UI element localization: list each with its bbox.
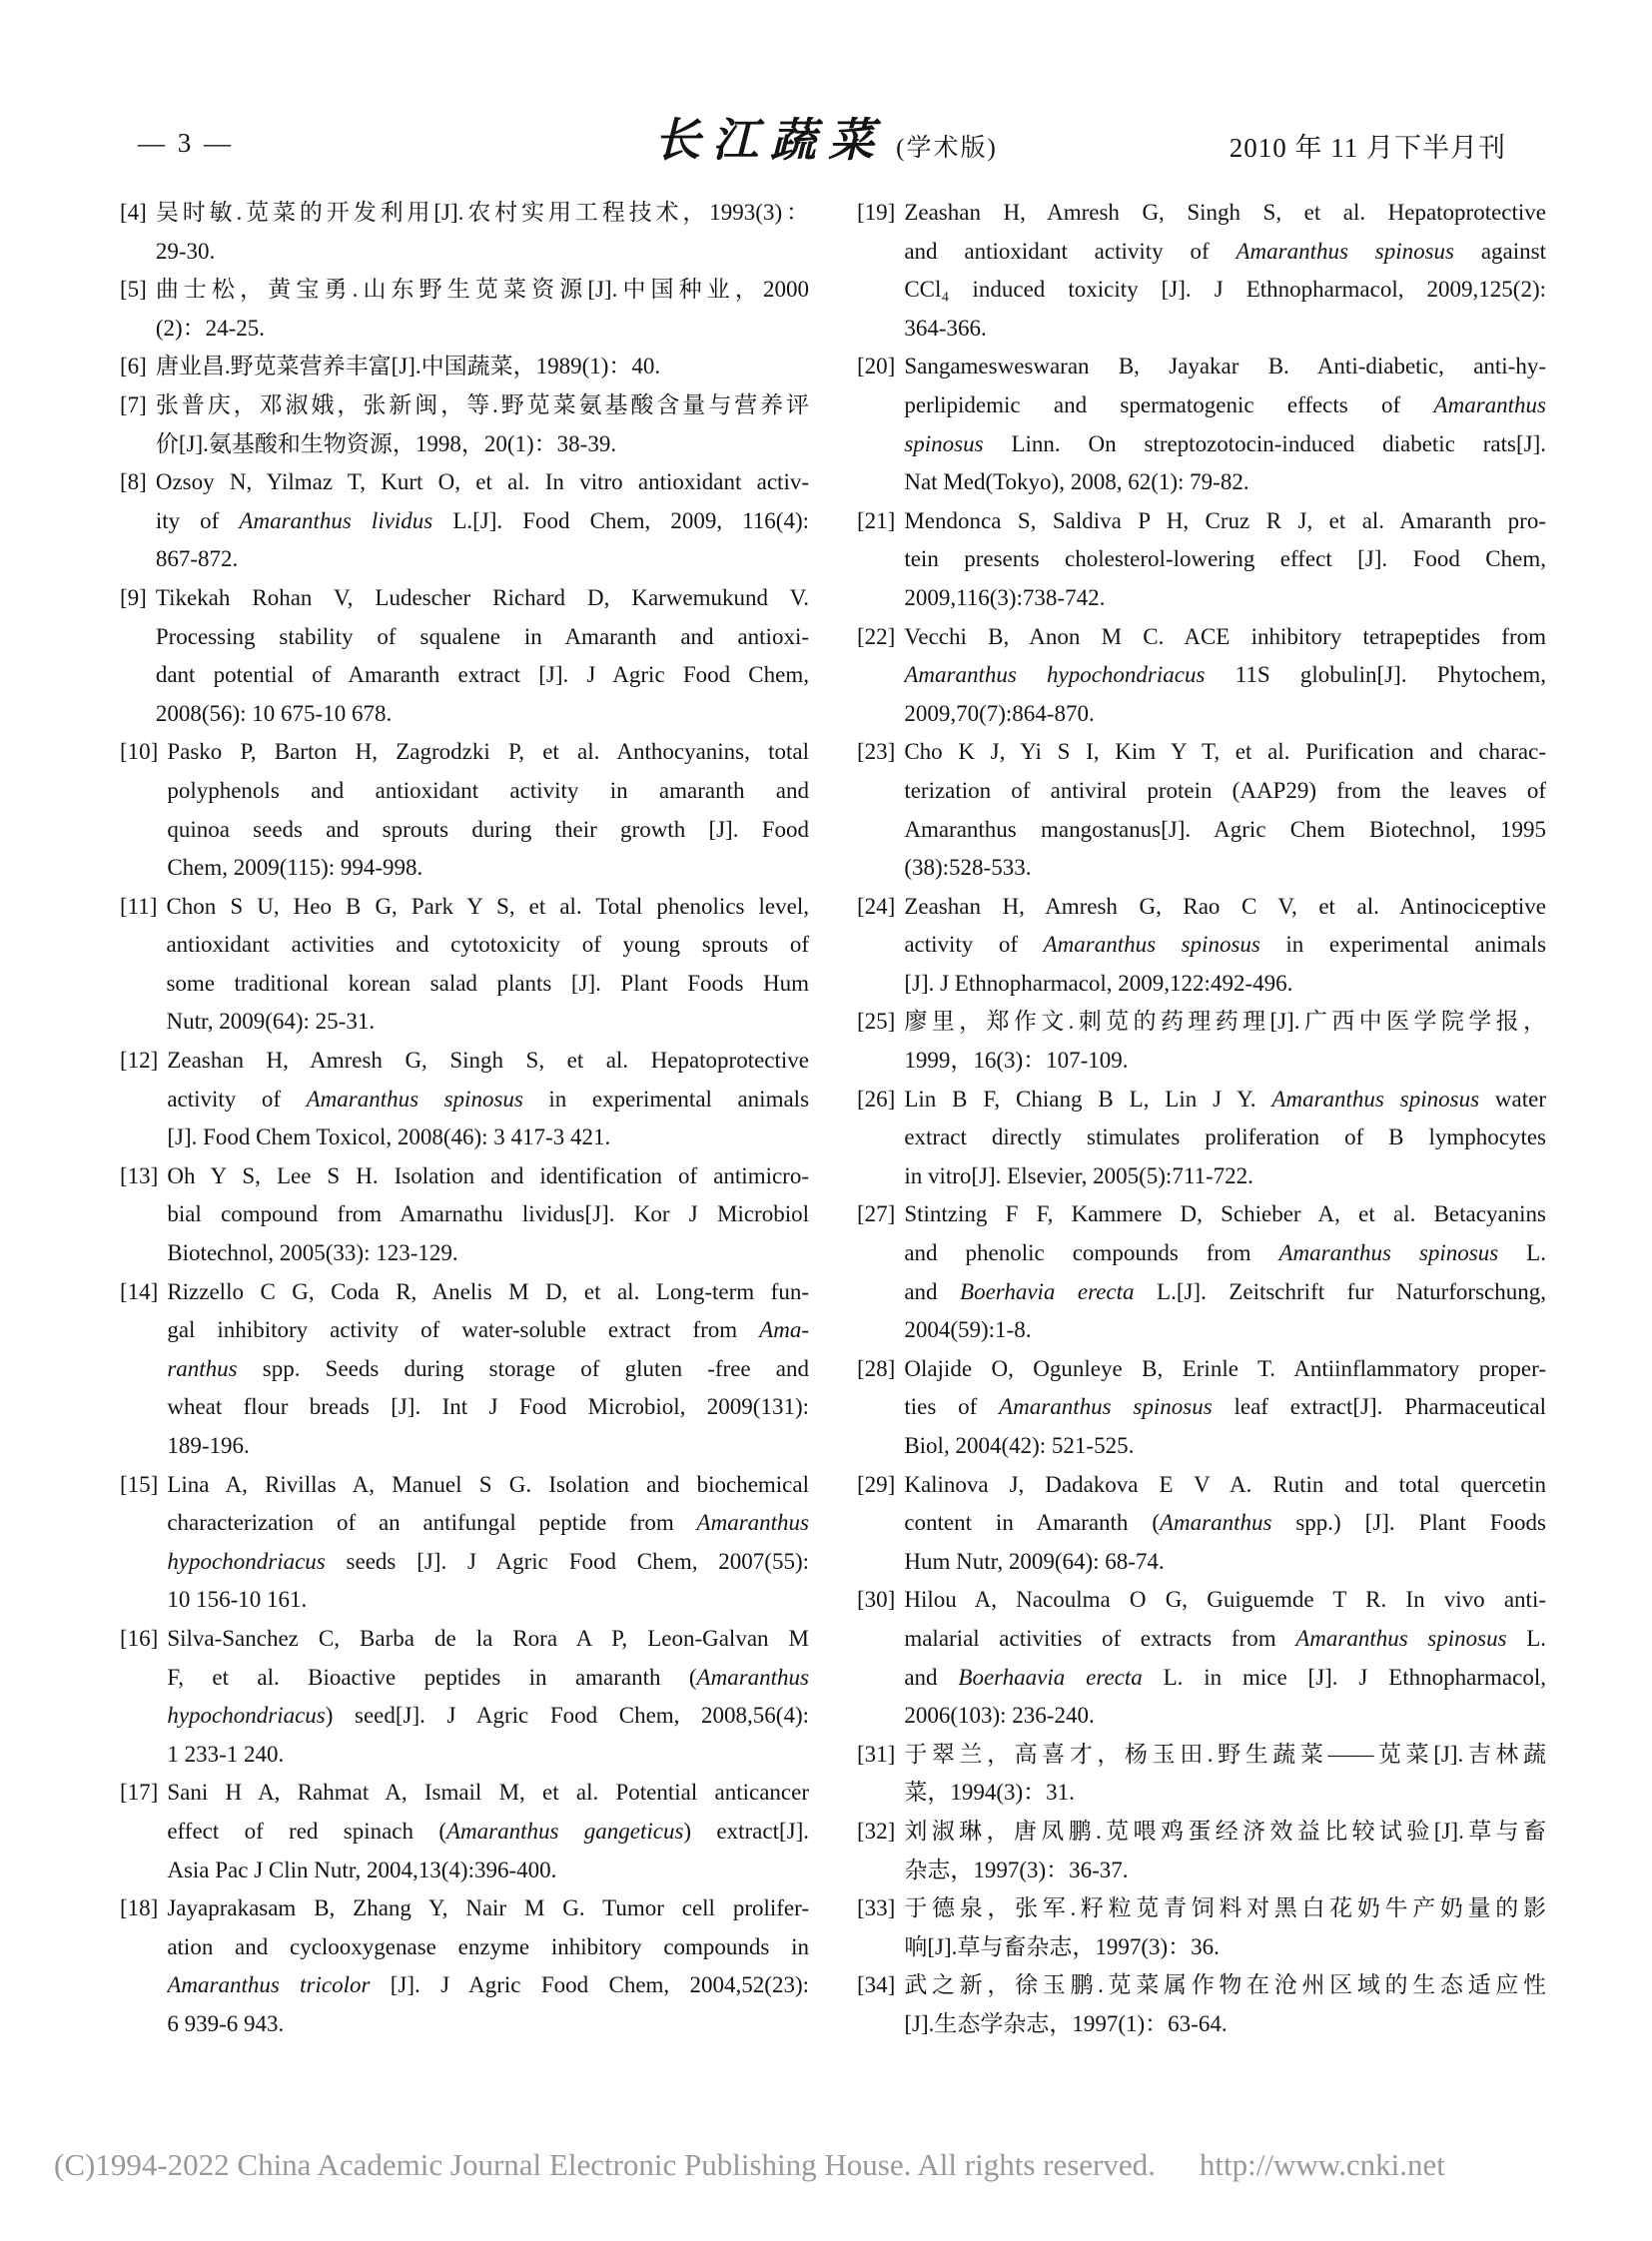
reference-item xyxy=(857,1350,1546,1466)
reference-line: 189-196. xyxy=(167,1433,250,1458)
reference-line: malarial activities of extracts from Amaranthus spinosus L. xyxy=(904,1625,1546,1651)
reference-text xyxy=(167,1774,809,1889)
reference-line: Cho K J, Yi S I, Kim Y T, et al. Purification and charac- xyxy=(904,739,1546,765)
reference-text xyxy=(904,1003,1546,1080)
reference-line: 响[J].草与畜杂志，1997(3)：36. xyxy=(904,1933,1220,1959)
species-name-italic: Amaranthus xyxy=(696,1510,809,1536)
reference-item xyxy=(857,1003,1546,1080)
species-name-italic: Amaranthus gangeticus xyxy=(445,1818,684,1844)
reference-text xyxy=(156,579,809,733)
reference-label: [29] xyxy=(857,1471,896,1497)
reference-line: Processing stability of squalene in Amaranth and antioxi- xyxy=(155,623,809,649)
reference-label: [13] xyxy=(120,1162,159,1188)
reference-line: and antioxidant activity of Amaranthus spinosus against xyxy=(904,238,1546,264)
species-name-italic: Amaranthus tricolor xyxy=(167,1972,371,1998)
reference-line: Olajide O, Ogunleye B, Erinle T. Antiinflammatory proper- xyxy=(904,1355,1546,1381)
reference-item xyxy=(120,194,809,271)
species-name-italic: Amaranthus spinosus xyxy=(1043,932,1260,958)
reference-line: 10 156-10 161. xyxy=(167,1587,308,1613)
reference-line: 2008(56): 10 675-10 678. xyxy=(155,700,393,726)
reference-line: 2004(59):1-8. xyxy=(904,1317,1032,1343)
reference-line: (2)：24-25. xyxy=(155,315,266,341)
reference-line: Chon S U, Heo B G, Park Y S, et al. Total phenolics level, xyxy=(166,893,809,919)
reference-line: 2006(103): 236-240. xyxy=(904,1703,1095,1729)
ref-column-right xyxy=(857,194,1546,2044)
reference-line: Zeashan H, Amresh G, Singh S, et al. Hepatoprotective xyxy=(904,200,1546,225)
reference-line: and Boerhavia erecta L.[J]. Zeitschrift fur Naturforschung, xyxy=(904,1278,1546,1304)
reference-text xyxy=(904,1466,1546,1582)
reference-line: Vecchi B, Anon M C. ACE inhibitory tetrapeptides from xyxy=(904,623,1546,649)
reference-text xyxy=(904,733,1546,887)
reference-label: [19] xyxy=(857,200,896,225)
reference-text xyxy=(156,271,809,348)
reference-line: Biotechnol, 2005(33): 123-129. xyxy=(167,1240,458,1266)
reference-item xyxy=(857,733,1546,887)
reference-item xyxy=(120,579,809,733)
reference-item xyxy=(857,194,1546,348)
reference-line: ation and cyclooxygenase enzyme inhibitory compounds in xyxy=(167,1933,809,1959)
reference-line: Biol, 2004(42): 521-525. xyxy=(904,1433,1135,1458)
reference-item xyxy=(120,348,809,386)
reference-item xyxy=(857,1813,1546,1889)
reference-line: Mendonca S, Saldiva P H, Cruz R J, et al. Amaranth pro- xyxy=(904,507,1546,533)
reference-text xyxy=(167,1889,809,2043)
page-footer xyxy=(54,2147,1612,2183)
species-name-italic: hypochondriacus xyxy=(167,1703,326,1729)
reference-label: [16] xyxy=(120,1625,159,1651)
reference-label: [27] xyxy=(857,1201,896,1227)
reference-line: extract directly stimulates proliferation of B lymphocytes xyxy=(904,1124,1546,1150)
reference-label: [26] xyxy=(857,1086,896,1112)
reference-item xyxy=(120,1157,809,1273)
ref-column-left xyxy=(120,194,809,2044)
reference-line: ity of Amaranthus lividus L.[J]. Food Chem, 2009, 116(4): xyxy=(155,507,809,533)
species-name-italic: hypochondriacus xyxy=(167,1548,326,1574)
reference-line: activity of Amaranthus spinosus in experimental animals xyxy=(167,1086,809,1112)
reference-item xyxy=(857,502,1546,618)
reference-label: [24] xyxy=(857,893,896,919)
reference-text xyxy=(167,733,809,887)
reference-label: [28] xyxy=(857,1355,896,1381)
reference-label: [9] xyxy=(120,584,147,610)
reference-line: hypochondriacus seeds [J]. J Agric Food Chem, 2007(55): xyxy=(167,1548,809,1574)
reference-label: [18] xyxy=(120,1895,159,1921)
reference-line: 2009,70(7):864-870. xyxy=(904,700,1095,726)
reference-line: effect of red spinach (Amaranthus gangeticus) extract[J]. xyxy=(167,1818,809,1844)
reference-line: 6 939-6 943. xyxy=(167,2010,285,2036)
reference-line: [J]. Food Chem Toxicol, 2008(46): 3 417-3 421. xyxy=(167,1124,611,1150)
reference-line: quinoa seeds and sprouts during their growth [J]. Food xyxy=(167,816,809,842)
reference-label: [21] xyxy=(857,507,896,533)
reference-text xyxy=(904,1081,1546,1196)
reference-label: [32] xyxy=(857,1818,896,1844)
reference-line: gal inhibitory activity of water-soluble extract from Ama- xyxy=(167,1317,809,1343)
reference-line: Nat Med(Tokyo), 2008, 62(1): 79-82. xyxy=(904,469,1249,495)
reference-label: [25] xyxy=(857,1009,896,1035)
reference-label: [12] xyxy=(120,1048,159,1074)
reference-text xyxy=(904,348,1546,501)
reference-line: in vitro[J]. Elsevier, 2005(5):711-722. xyxy=(904,1162,1253,1188)
reference-line: activity of Amaranthus spinosus in experimental animals xyxy=(904,932,1546,958)
reference-line: Oh Y S, Lee S H. Isolation and identification of antimicro- xyxy=(167,1162,809,1188)
reference-label: [6] xyxy=(120,354,147,379)
reference-text xyxy=(904,194,1546,348)
reference-line: characterization of an antifungal peptide from Amaranthus xyxy=(167,1510,809,1536)
species-name-italic: spinosus xyxy=(904,430,984,456)
reference-text xyxy=(167,1620,809,1774)
reference-item xyxy=(120,1620,809,1774)
reference-label: [7] xyxy=(120,391,147,417)
reference-item xyxy=(120,888,809,1042)
reference-label: [20] xyxy=(857,354,896,379)
reference-text xyxy=(904,888,1546,1004)
reference-line: Hilou A, Nacoulma O G, Guiguemde T R. In vivo anti- xyxy=(904,1587,1546,1613)
reference-line: ranthus spp. Seeds during storage of gluten -free and xyxy=(167,1355,809,1381)
reference-line: 364-366. xyxy=(904,315,987,341)
reference-item xyxy=(120,463,809,579)
copyright-notice: (C)1994-2022 China Academic Journal Electronic Publishing House. All rights reserved. xyxy=(54,2147,1156,2182)
species-name-italic: Amaranthus spinosus xyxy=(1278,1240,1499,1266)
reference-line: 唐业昌.野苋菜营养丰富[J].中国蔬菜，1989(1)：40. xyxy=(155,354,661,379)
species-name-italic: Amaranthus xyxy=(696,1664,809,1690)
reference-line: Hum Nutr, 2009(64): 68-74. xyxy=(904,1548,1165,1574)
reference-text xyxy=(156,348,809,386)
reference-line: Amaranthus tricolor [J]. J Agric Food Chem, 2004,52(23): xyxy=(167,1972,809,1998)
reference-line: Lin B F, Chiang B L, Lin J Y. Amaranthus spinosus water xyxy=(904,1086,1546,1112)
species-name-italic: Amaranthus spinosus xyxy=(1271,1086,1480,1112)
reference-line: CCl₄ induced toxicity [J]. J Ethnopharmacol, 2009,125(2): xyxy=(904,277,1546,303)
reference-text xyxy=(904,1736,1546,1813)
reference-line: 29-30. xyxy=(155,238,216,264)
species-name-italic: Amaranthus hypochondriacus xyxy=(904,662,1206,688)
reference-line: Sani H A, Rahmat A, Ismail M, et al. Potential anticancer xyxy=(167,1780,809,1806)
reference-line: 价[J].氨基酸和生物资源，1998，20(1)：38-39. xyxy=(155,430,617,456)
species-name-italic: ranthus xyxy=(167,1355,238,1381)
reference-item xyxy=(857,1889,1546,1966)
reference-line: 张普庆，邓淑娥，张新闽，等.野苋菜氨基酸含量与营养评 xyxy=(155,391,809,417)
species-name-italic: Amaranthus spinosus xyxy=(1236,238,1455,264)
species-name-italic: Amaranthus xyxy=(1433,391,1546,417)
reference-line: terization of antiviral protein (AAP29) from the leaves of xyxy=(904,777,1546,803)
reference-line: [J]. J Ethnopharmacol, 2009,122:492-496. xyxy=(904,970,1293,996)
reference-label: [34] xyxy=(857,1972,896,1998)
issue-date: 2010 年 11 月下半月刊 xyxy=(1229,133,1506,163)
reference-line: 于德泉，张军.籽粒苋青饲料对黑白花奶牛产奶量的影 xyxy=(904,1895,1546,1921)
page-header xyxy=(0,106,1652,176)
journal-title: 长江蔬菜 xyxy=(654,115,887,166)
reference-line: 吴时敏.苋菜的开发利用[J].农村实用工程技术，1993(3)： xyxy=(155,200,809,225)
journal-edition: (学术版) xyxy=(896,135,998,162)
reference-label: [33] xyxy=(857,1895,896,1921)
reference-line: bial compound from Amarnathu lividus[J]. Kor J Microbiol xyxy=(167,1201,809,1227)
reference-text xyxy=(156,194,809,271)
reference-item xyxy=(857,1195,1546,1349)
reference-label: [30] xyxy=(857,1587,896,1613)
reference-item xyxy=(857,1466,1546,1582)
reference-item xyxy=(120,271,809,348)
reference-line: 于翠兰，高喜才，杨玉田.野生蔬菜——苋菜[J].吉林蔬 xyxy=(904,1741,1546,1767)
reference-item xyxy=(857,348,1546,501)
reference-text xyxy=(167,1042,809,1157)
reference-line: 杂志，1997(3)：36-37. xyxy=(904,1857,1129,1882)
reference-label: [10] xyxy=(120,739,159,765)
reference-line: Tikekah Rohan V, Ludescher Richard D, Karwemukund V. xyxy=(155,584,809,610)
species-name-italic: Amaranthus spinosus xyxy=(1295,1625,1507,1651)
reference-item xyxy=(120,1466,809,1620)
reference-label: [4] xyxy=(120,200,147,225)
reference-label: [5] xyxy=(120,277,147,303)
reference-text xyxy=(904,1195,1546,1349)
reference-line: and Boerhaavia erecta L. in mice [J]. J Ethnopharmacol, xyxy=(904,1664,1546,1690)
reference-line: Kalinova J, Dadakova E V A. Rutin and total quercetin xyxy=(904,1471,1546,1497)
reference-line: Pasko P, Barton H, Zagrodzki P, et al. Anthocyanins, total xyxy=(167,739,809,765)
reference-line: 曲士松，黄宝勇.山东野生苋菜资源[J].中国种业，2000 xyxy=(155,277,809,303)
reference-line: Lina A, Rivillas A, Manuel S G. Isolation and biochemical xyxy=(167,1471,809,1497)
reference-line: 廖里，郑作文.刺苋的药理药理[J].广西中医学院学报， xyxy=(904,1009,1546,1035)
cnki-url: http://www.cnki.net xyxy=(1199,2147,1445,2182)
species-name-italic: Amaranthus spinosus xyxy=(306,1086,523,1112)
reference-text xyxy=(167,1466,809,1620)
reference-line: Jayaprakasam B, Zhang Y, Nair M G. Tumor cell prolifer- xyxy=(167,1895,809,1921)
reference-item xyxy=(120,733,809,887)
reference-line: Asia Pac J Clin Nutr, 2004,13(4):396-400. xyxy=(167,1857,557,1882)
reference-line: 2009,116(3):738-742. xyxy=(904,584,1106,610)
reference-line: content in Amaranth (Amaranthus spp.) [J]. Plant Foods xyxy=(904,1510,1546,1536)
reference-line: 1999，16(3)：107-109. xyxy=(904,1048,1129,1074)
reference-text xyxy=(167,1273,809,1466)
reference-line: Amaranthus mangostanus[J]. Agric Chem Biotechnol, 1995 xyxy=(904,816,1546,842)
reference-line: F, et al. Bioactive peptides in amaranth (Amaranthus xyxy=(167,1664,809,1690)
reference-line: and phenolic compounds from Amaranthus spinosus L. xyxy=(904,1240,1546,1266)
reference-text xyxy=(904,618,1546,734)
reference-label: [11] xyxy=(120,893,158,919)
reference-line: spinosus Linn. On streptozotocin-induced diabetic rats[J]. xyxy=(904,430,1546,456)
reference-line: [J].生态学杂志，1997(1)：63-64. xyxy=(904,2010,1228,2036)
reference-text xyxy=(156,386,809,463)
reference-label: [15] xyxy=(120,1471,159,1497)
reference-text xyxy=(167,1157,809,1273)
species-name-italic: Boerhavia erecta xyxy=(960,1278,1135,1304)
reference-line: 867-872. xyxy=(155,546,239,572)
reference-item xyxy=(857,888,1546,1004)
reference-label: [14] xyxy=(120,1278,159,1304)
reference-line: hypochondriacus) seed[J]. J Agric Food Chem, 2008,56(4): xyxy=(167,1703,809,1729)
reference-line: Silva-Sanchez C, Barba de la Rora A P, Leon-Galvan M xyxy=(167,1625,809,1651)
page-number: — 3 — xyxy=(138,128,234,158)
reference-label: [22] xyxy=(857,623,896,649)
reference-line: Zeashan H, Amresh G, Singh S, et al. Hepatoprotective xyxy=(167,1048,809,1074)
reference-line: tein presents cholesterol-lowering effect [J]. Food Chem, xyxy=(904,546,1546,572)
reference-line: dant potential of Amaranth extract [J]. J Agric Food Chem, xyxy=(155,662,809,688)
reference-item xyxy=(120,386,809,463)
reference-line: wheat flour breads [J]. Int J Food Microbiol, 2009(131): xyxy=(167,1394,809,1420)
reference-label: [31] xyxy=(857,1741,896,1767)
reference-item xyxy=(857,618,1546,734)
reference-line: 武之新，徐玉鹏.苋菜属作物在沧州区域的生态适应性 xyxy=(904,1972,1546,1998)
reference-line: Sangamesweswaran B, Jayakar B. Anti-diabetic, anti-hy- xyxy=(904,354,1546,379)
reference-line: Nutr, 2009(64): 25-31. xyxy=(166,1009,376,1035)
reference-label: [17] xyxy=(120,1780,159,1806)
species-name-italic: Ama- xyxy=(759,1317,809,1343)
reference-line: 1 233-1 240. xyxy=(167,1741,285,1767)
reference-line: ties of Amaranthus spinosus leaf extract[J]. Pharmaceutical xyxy=(904,1394,1546,1420)
reference-item xyxy=(857,1081,1546,1196)
reference-label: [8] xyxy=(120,469,147,495)
reference-item xyxy=(857,1736,1546,1813)
reference-item xyxy=(120,1273,809,1466)
species-name-italic: Amaranthus spinosus xyxy=(999,1394,1213,1420)
reference-line: Chem, 2009(115): 994-998. xyxy=(167,855,423,881)
reference-line: polyphenols and antioxidant activity in amaranth and xyxy=(167,777,809,803)
reference-text xyxy=(904,1350,1546,1466)
reference-line: antioxidant activities and cytotoxicity of young sprouts of xyxy=(166,932,809,958)
reference-text xyxy=(166,888,809,1042)
reference-line: Amaranthus hypochondriacus 11S globulin[J]. Phytochem, xyxy=(904,662,1546,688)
reference-text xyxy=(904,1889,1546,1966)
reference-text xyxy=(904,1966,1546,2043)
reference-line: Stintzing F F, Kammere D, Schieber A, et al. Betacyanins xyxy=(904,1201,1546,1227)
reference-text xyxy=(904,502,1546,618)
species-name-italic: Amaranthus lividus xyxy=(239,507,433,533)
reference-line: Rizzello C G, Coda R, Anelis M D, et al. Long-term fun- xyxy=(167,1278,809,1304)
reference-text xyxy=(904,1813,1546,1889)
reference-line: Zeashan H, Amresh G, Rao C V, et al. Antinociceptive xyxy=(904,893,1546,919)
references-section xyxy=(120,194,1546,2044)
reference-item xyxy=(857,1966,1546,2043)
reference-item xyxy=(857,1581,1546,1735)
reference-text xyxy=(156,463,809,579)
journal-masthead xyxy=(654,106,998,176)
reference-label: [23] xyxy=(857,739,896,765)
reference-line: some traditional korean salad plants [J]. Plant Foods Hum xyxy=(166,970,809,996)
reference-line: 菜，1994(3)：31. xyxy=(904,1780,1075,1806)
reference-line: perlipidemic and spermatogenic effects of Amaranthus xyxy=(904,391,1546,417)
reference-item xyxy=(120,1042,809,1157)
reference-line: 刘淑琳，唐凤鹏.苋喂鸡蛋经济效益比较试验[J].草与畜 xyxy=(904,1818,1546,1844)
reference-text xyxy=(904,1581,1546,1735)
reference-item xyxy=(120,1889,809,2043)
reference-line: Ozsoy N, Yilmaz T, Kurt O, et al. In vitro antioxidant activ- xyxy=(155,469,809,495)
reference-line: (38):528-533. xyxy=(904,855,1032,881)
species-name-italic: Boerhaavia erecta xyxy=(958,1664,1143,1690)
reference-item xyxy=(120,1774,809,1889)
species-name-italic: Amaranthus xyxy=(1160,1510,1272,1536)
